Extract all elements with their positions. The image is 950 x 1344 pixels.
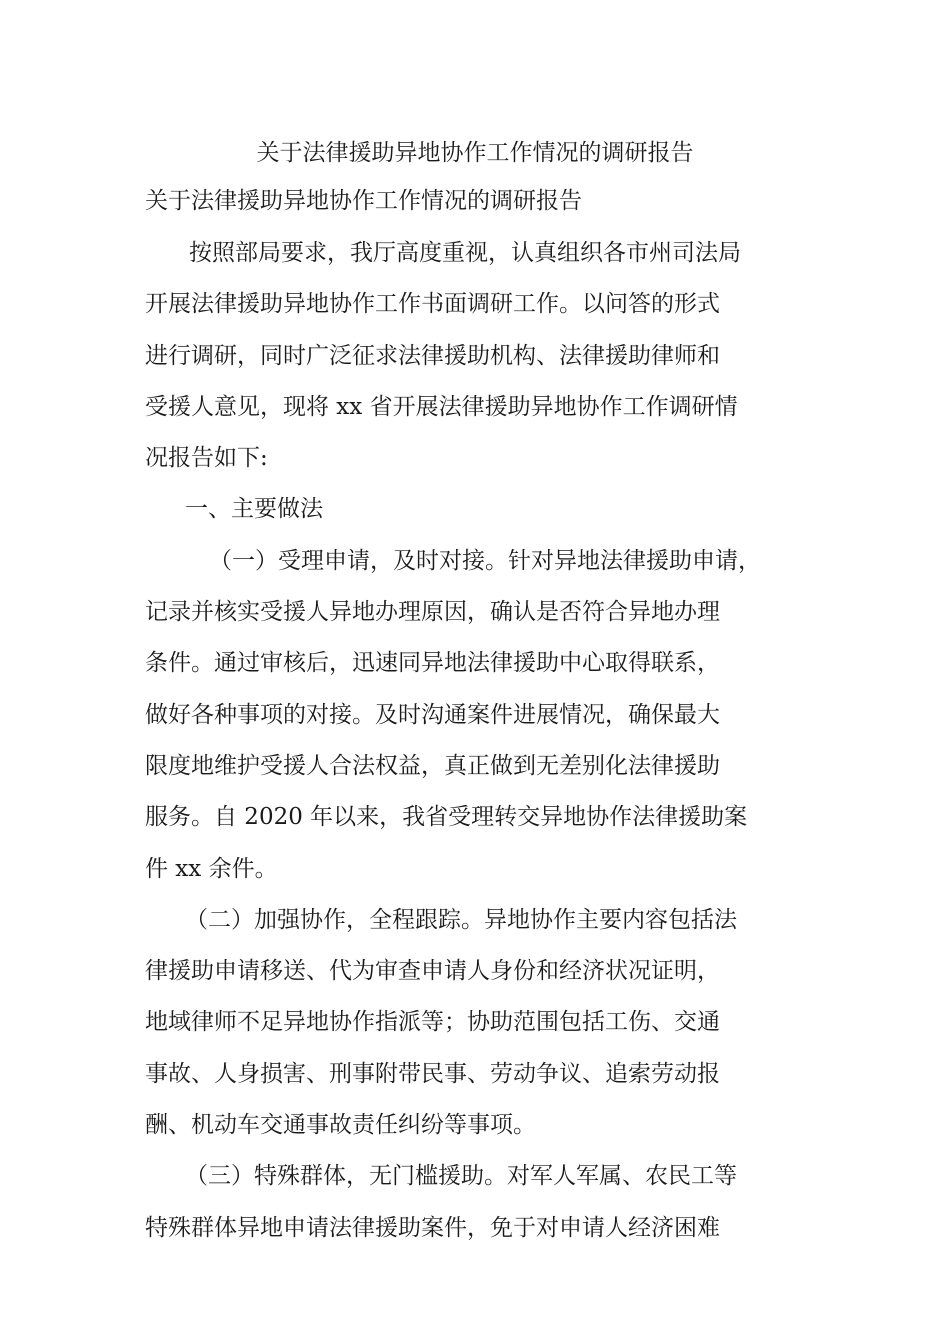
paragraph-line: 记录并核实受援人异地办理原因，确认是否符合异地办理	[145, 599, 720, 626]
paragraph-line: 服务。自 2020 年以来，我省受理转交异地协作法律援助案	[145, 804, 748, 831]
paragraph-line: 进行调研，同时广泛征求法律援助机构、法律援助律师和	[145, 342, 720, 369]
paragraph-line: 律援助申请移送、代为审查申请人身份和经济状况证明，	[145, 958, 720, 985]
document-title: 关于法律援助异地协作工作情况的调研报告	[256, 140, 694, 166]
paragraph-line: 特殊群体异地申请法律援助案件，免于对申请人经济困难	[145, 1214, 720, 1241]
paragraph-line: （三）特殊群体，无门槛援助。对军人军属、农民工等	[185, 1163, 737, 1190]
paragraph-line: 受援人意见，现将 xx 省开展法律援助异地协作工作调研情	[145, 393, 738, 420]
paragraph-line: （二）加强协作，全程跟踪。异地协作主要内容包括法	[185, 906, 737, 933]
paragraph-line: 开展法律援助异地协作工作书面调研工作。以问答的形式	[145, 291, 720, 318]
paragraph-line: 事故、人身损害、刑事附带民事、劳动争议、追索劳动报	[145, 1060, 720, 1087]
paragraph-line: 做好各种事项的对接。及时沟通案件进展情况，确保最大	[145, 701, 720, 728]
document-body	[145, 228, 815, 1254]
paragraph-line: 条件。通过审核后，迅速同异地法律援助中心取得联系，	[145, 650, 720, 677]
paragraph-line: （一）受理申请，及时对接。针对异地法律援助申请，	[209, 547, 761, 574]
document-subtitle: 关于法律援助异地协作工作情况的调研报告	[145, 188, 582, 214]
paragraph-line: 件 xx 余件。	[145, 855, 278, 882]
paragraph-line: 限度地维护受援人合法权益，真正做到无差别化法律援助	[145, 752, 720, 779]
paragraph-line: 地域律师不足异地协作指派等；协助范围包括工伤、交通	[145, 1009, 720, 1036]
paragraph-line: 况报告如下:	[145, 445, 268, 472]
section-heading: 一、主要做法	[185, 496, 323, 523]
paragraph-line: 按照部局要求，我厅高度重视，认真组织各市州司法局	[189, 240, 741, 266]
paragraph-line: 酬、机动车交通事故责任纠纷等事项。	[145, 1112, 536, 1139]
